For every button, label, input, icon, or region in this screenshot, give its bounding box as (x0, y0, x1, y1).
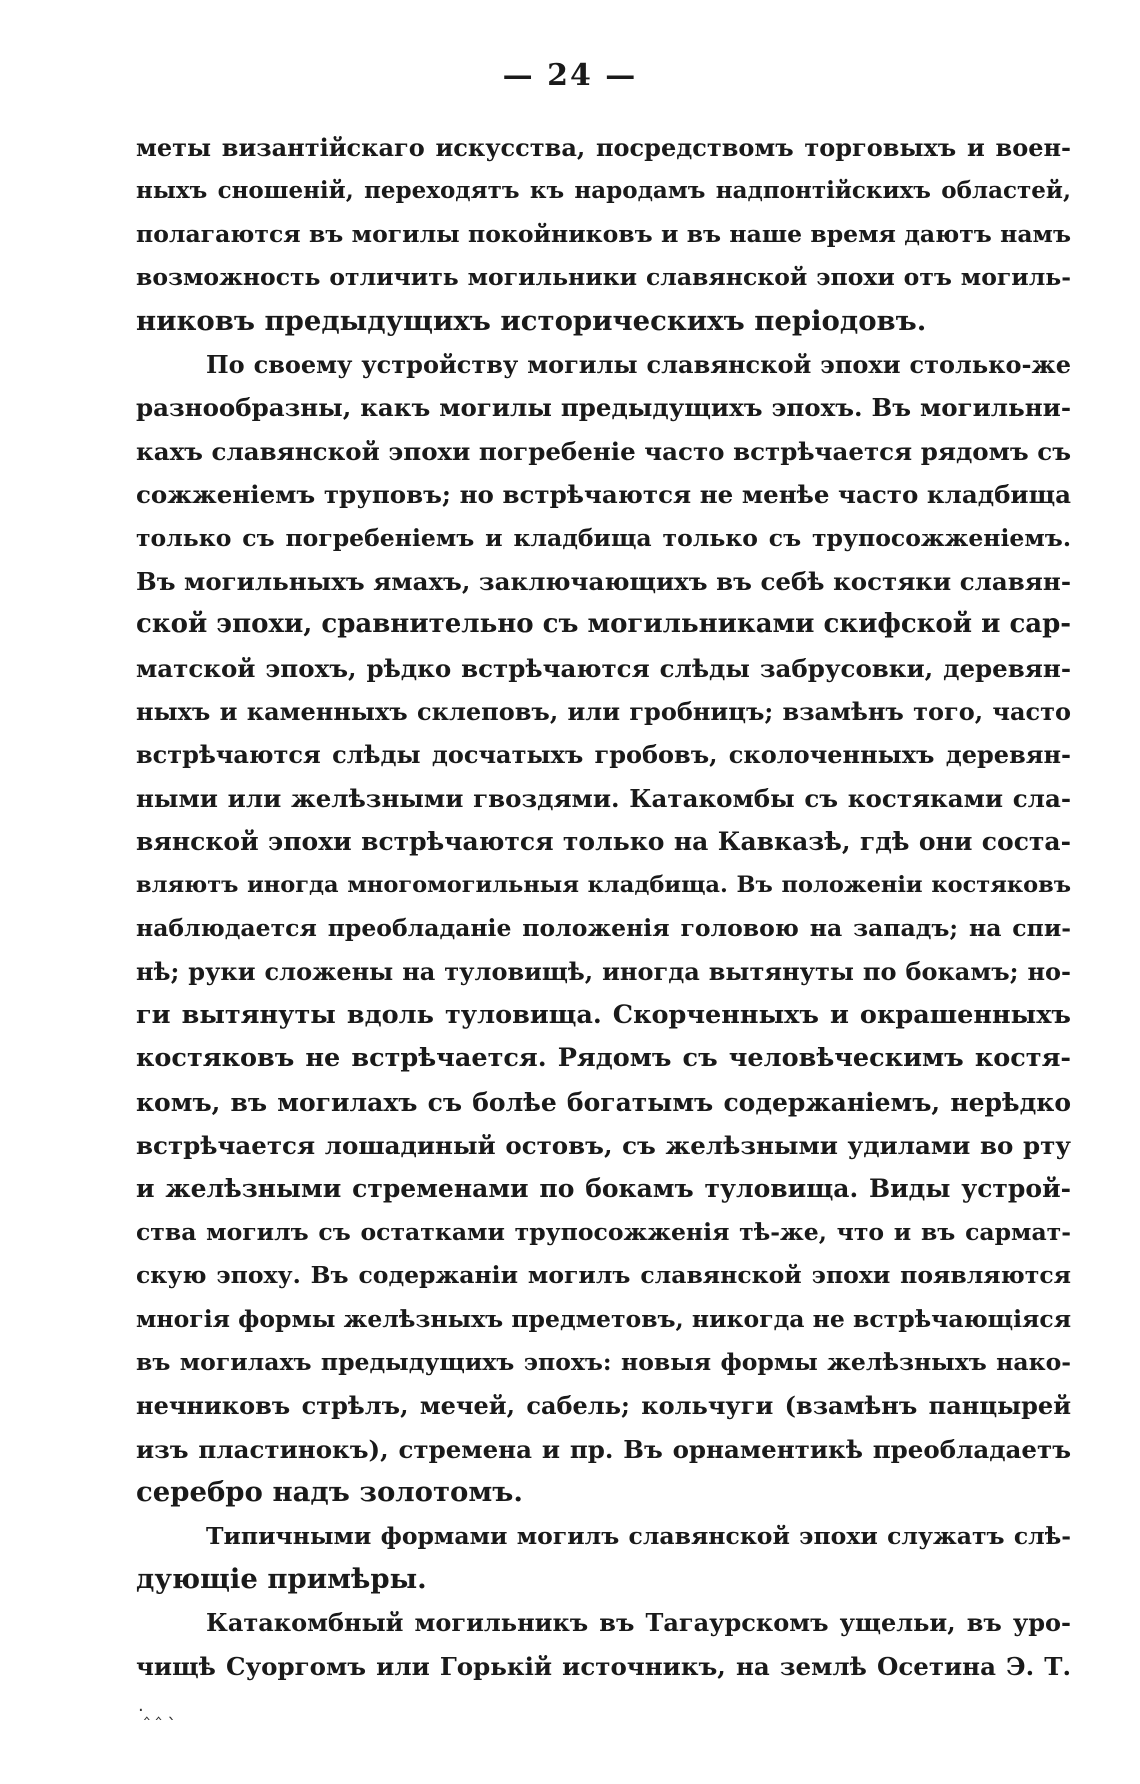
print-specks: ·‸ ‸ ˎ (138, 1700, 177, 1721)
text-line: матской эпохъ, рѣдко встрѣчаются слѣды забрусовки, деревян- (136, 653, 1071, 683)
text-line: кахъ славянской эпохи погребеніе часто встрѣчается рядомъ съ (136, 436, 1071, 466)
text-line: въ могилахъ предыдущихъ эпохъ: новыя формы желѣзныхъ нако- (136, 1347, 1071, 1376)
text-line: никовъ предыдущихъ историческихъ періодовъ. (136, 304, 927, 337)
text-line: ства могилъ съ остатками трупосожженія тѣ-же, что и въ сармат- (136, 1217, 1071, 1246)
text-line: ными или желѣзными гвоздями. Катакомбы съ костяками сла- (136, 783, 1071, 813)
text-line: возможность отличить могильники славянской эпохи отъ могиль- (136, 263, 1071, 292)
text-line: По своему устройству могилы славянской эпохи столько-же (206, 349, 1071, 379)
text-line: костяковъ не встрѣчается. Рядомъ съ человѣческимъ костя- (136, 1043, 1071, 1074)
text-line: встрѣчается лошадиный остовъ, съ желѣзными удилами во рту (136, 1130, 1071, 1160)
text-line: разнообразны, какъ могилы предыдущихъ эпохъ. Въ могильни- (136, 393, 1071, 423)
text-line: и желѣзными стременами по бокамъ туловища. Виды устрой- (136, 1174, 1071, 1204)
text-line: многія формы желѣзныхъ предметовъ, никогда не встрѣчающіяся (136, 1304, 1072, 1333)
body-text (136, 126, 1071, 1688)
text-line: ги вытянуты вдоль туловища. Скорченныхъ и окрашенныхъ (136, 999, 1071, 1030)
text-line: дующіе примѣры. (136, 1562, 427, 1595)
text-line: Въ могильныхъ ямахъ, заключающихъ въ себѣ костяки славян- (136, 566, 1071, 596)
text-line: полагаются въ могилы покойниковъ и въ наше время даютъ намъ (136, 219, 1071, 248)
text-line: Типичными формами могилъ славянской эпохи служатъ слѣ- (206, 1521, 1071, 1550)
page-number: — 24 — (502, 58, 638, 93)
text-line: ныхъ и каменныхъ склеповъ, или гробницъ; взамѣнъ того, часто (136, 697, 1071, 727)
text-line: только съ погребеніемъ и кладбища только съ трупосожженіемъ. (136, 523, 1071, 552)
text-line: нѣ; руки сложены на туловищѣ, иногда вытянуты по бокамъ; но- (136, 957, 1071, 987)
text-line: скую эпоху. Въ содержаніи могилъ славянской эпохи появляются (136, 1261, 1071, 1290)
text-line: сожженіемъ труповъ; но встрѣчаются не менѣе часто кладбища (136, 480, 1071, 510)
text-line: встрѣчаются слѣды досчатыхъ гробовъ, сколоченныхъ деревян- (136, 740, 1071, 770)
text-line: изъ пластинокъ), стремена и пр. Въ орнаментикѣ преобладаетъ (136, 1434, 1071, 1464)
text-line: нечниковъ стрѣлъ, мечей, сабель; кольчуги (взамѣнъ панцырей (136, 1391, 1071, 1421)
text-line: чищѣ Суоргомъ или Горькій источникъ, на землѣ Осетина Э. Т. (136, 1651, 1071, 1681)
text-line: серебро надъ золотомъ. (136, 1476, 523, 1509)
text-line: ныхъ сношеній, переходятъ къ народамъ надпонтійскихъ областей, (136, 177, 1071, 205)
text-line: Катакомбный могильникъ въ Тагаурскомъ ущельи, въ уро- (206, 1608, 1071, 1638)
text-line: наблюдается преобладаніе положенія головою на западъ; на спи- (136, 914, 1071, 943)
text-line: меты византійскаго искусства, посредствомъ торговыхъ и воен- (136, 133, 1071, 162)
text-line: комъ, въ могилахъ съ болѣе богатымъ содержаніемъ, нерѣдко (136, 1087, 1071, 1117)
text-line: ской эпохи, сравнительно съ могильниками скифской и сар- (136, 609, 1072, 640)
text-line: вянской эпохи встрѣчаются только на Кавказѣ, гдѣ они соста- (136, 827, 1071, 857)
text-line: вляютъ иногда многомогильныя кладбища. Въ положеніи костяковъ (136, 871, 1071, 898)
